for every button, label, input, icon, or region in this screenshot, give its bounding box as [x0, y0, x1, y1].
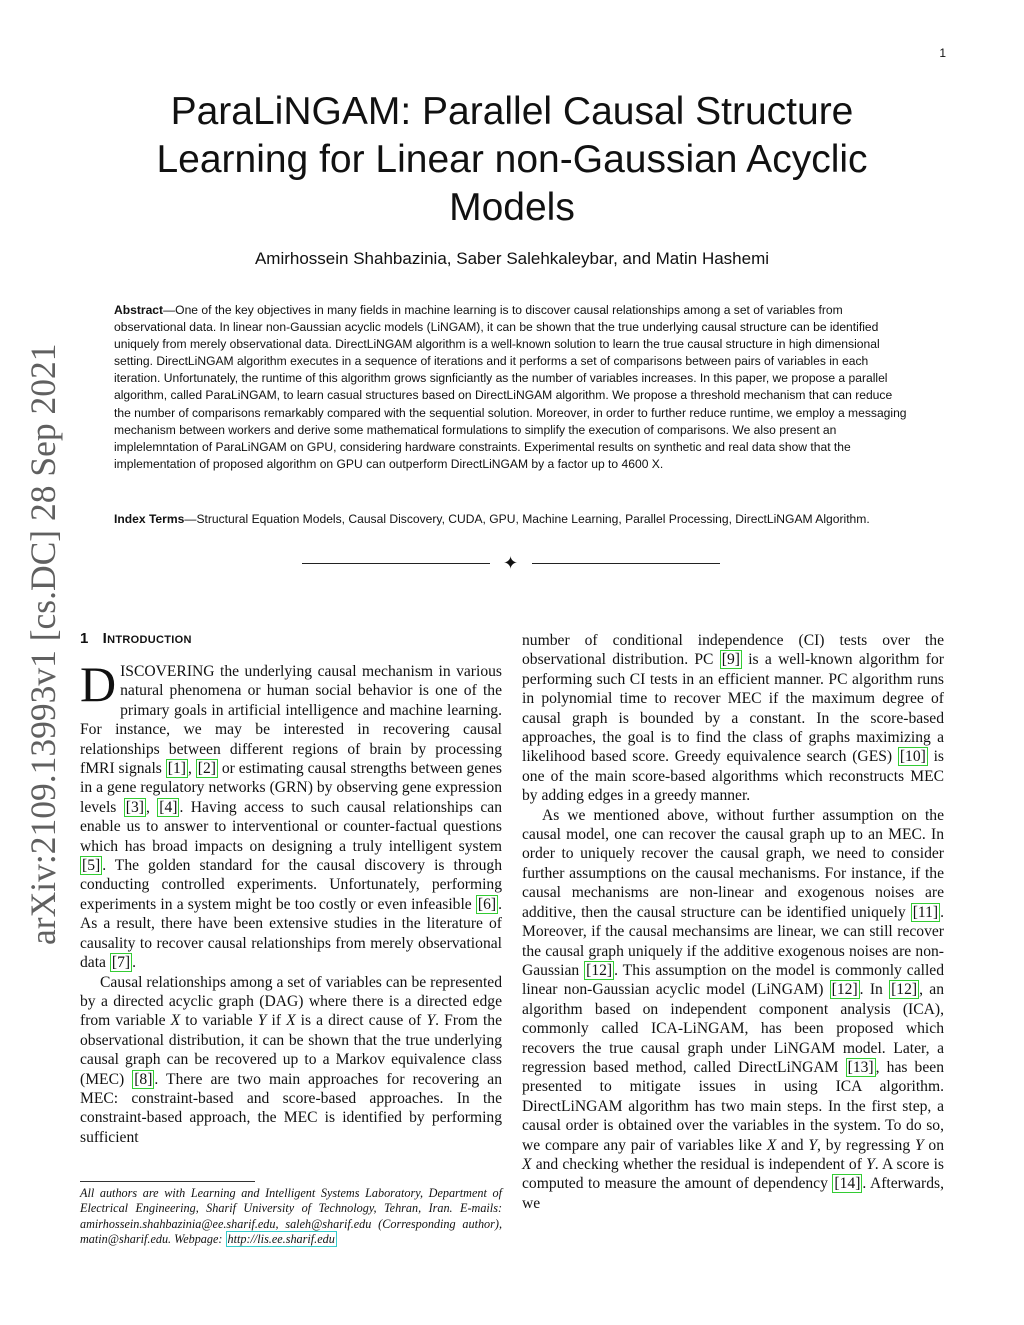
- title-line: Models: [449, 186, 575, 229]
- left-column: [80, 656, 503, 1147]
- math-variable: X: [522, 1155, 532, 1173]
- index-terms: [114, 511, 910, 528]
- citation-link[interactable]: [14]: [834, 1175, 861, 1193]
- intro-paragraph-3: number of conditional independence (CI) tests over the observational distribution. PC [9] is a well-known algorithm for performing such CI tests in an efficient manner. PC algorithm runs in polynomial time to recover MEC if the maximum degree of causal graph is bounded by a constant. In the score-based approaches, the goal is to find the class of graphs maximizing a likelihood based score. Greedy equivalence search (GES) [10] is one of the main score-based algorithms which reconstructs MEC by adding edges in a greedy manner.: [522, 632, 944, 805]
- paper-title: [112, 88, 912, 232]
- section-title: Introduction: [102, 630, 192, 647]
- math-variable: X: [170, 1012, 181, 1030]
- citation-link[interactable]: [5]: [82, 857, 101, 875]
- right-column: [522, 631, 944, 1213]
- abstract-tail: X.: [648, 456, 664, 471]
- math-variable: X: [766, 1136, 777, 1154]
- diamond-ornament-icon: ✦: [503, 553, 519, 573]
- math-variable: X: [286, 1012, 296, 1030]
- page-number: 1: [939, 46, 946, 60]
- speedup-factor: 4600: [621, 456, 649, 471]
- abstract-text: —One of the key objectives in many fields in machine learning is to discover causal relationships among a set of variables from observational data. In linear non-Gaussian acyclic models (LiNGAM), it can be shown that the true underlying causal structure can be identified uniquely from merely observational data. DirectLiNGAM algorithm is a well-known solution to learn the true causal structure in high dimensional setting. DirectLiNGAM algorithm executes in a sequence of iterations and it performs a set of comparisons between pairs of variables in each iteration. Unfortunately, the runtime of this algorithm grows signficiantly as the number of variables increases. In this paper, we propose a parallel algorithm, called ParaLiNGAM, to learn casual structures based on DirectLiNGAM algorithm. We propose a threshold mechanism that can reduce the number of comparisons remarkably compared with the sequential solution. Moreover, in order to further reduce runtime, we employ a messaging mechanism between workers and derive some mathematical formulations to simplify the execution of comparisons. We also present an implelemntation of ParaLiNGAM on GPU, considering hardware constraints. Experimental results on synthetic and real data show that the implementation of proposed algorithm on GPU can outperform DirectLiNGAM by a factor up to: [114, 303, 907, 471]
- math-variable: Y: [426, 1012, 436, 1030]
- citation-link[interactable]: [13]: [847, 1058, 874, 1076]
- divider-line-left: [302, 563, 490, 564]
- intro-paragraph-4: As we mentioned above, without further assumption on the causal model, one can recover the causal graph up to an MEC. In order to uniquely recover the causal graph, we need to consider further assumptions on the causal mechanisms. For instance, if the causal mechanisms are non-linear and exogenous noises are additive, then the causal structure can be identified uniquely [11] . Moreover, if the causal mechansims are linear, we can still recover the causal graph uniquely if the additive exogenous noises are non-Gaussian [12] . This assumption on the model is commonly called linear non-Gaussian acyclic model (LiNGAM) [12] . In [12] , an algorithm based on independent component analysis (ICA), commonly called ICA-LiNGAM, has been proposed which recovers the true causal graph under LiNGAM model. Later, a regression based method, called DirectLiNGAM [13] , has been presented to mitigate issues in using ICA algorithm. DirectLiNGAM algorithm has two main steps. In the first step, a causal order is obtained over the variables in the system. To do so, we compare any pair of variables like X and Y, by regressing Y on X and checking whether the residual is independent of Y. A score is computed to measure the amount of dependency [14] . Afterwards, we: [522, 806, 945, 1212]
- intro-paragraph-1: DISCOVERING the underlying causal mechanism in various natural phenomena or human social behavior is one of the primary goals in artificial intelligence and machine learning. For instance, we may be interested in recovering causal relationships between different regions of brain by processing fMRI signals [1] , [2] or estimating causal strengths between genes in a gene regulatory networks (GRN) by observing gene expression levels [3] , [4] . Having access to such causal relationships can enable us to answer to interventional or counter-factual questions which has broad impacts on designing a truly intelligent system [5] . The golden standard for the causal discovery is through conducting controlled experiments. Unfortunately, performing experiments in a system might be too costly or even infeasible [6] . As a result, there have been extensive studies in the literature of causality to recover causal relationships from merely observational data [7] .: [80, 656, 503, 972]
- title-line: ParaLiNGAM: Parallel Causal Structure: [170, 90, 854, 133]
- webpage-link[interactable]: http://lis.ee.sharif.edu: [227, 1232, 335, 1247]
- affiliation-footnote: [80, 1186, 502, 1248]
- divider-line-right: [532, 563, 720, 564]
- abstract-label: Abstract: [114, 303, 164, 317]
- title-line: Learning for Linear non-Gaussian Acyclic: [156, 138, 868, 181]
- arxiv-identifier-stamp: arXiv:2109.13993v1 [cs.DC] 28 Sep 2021: [23, 343, 63, 945]
- math-variable: Y: [914, 1136, 924, 1154]
- citation-link[interactable]: [12]: [891, 981, 918, 999]
- intro-paragraph-2: Causal relationships among a set of variables can be represented by a directed acyclic graph (DAG) where there is a directed edge from variable X to variable Y if X is a direct cause of Y. From the observational distribution, it can be shown that the true underlying causal graph can be recovered up to a Markov equivalence class (MEC) [8] . There are two main approaches for recovering an MEC: constraint-based and score-based approaches. In the constraint-based approach, the MEC is identified by performing sufficient: [80, 973, 502, 1146]
- math-variable: Y: [866, 1155, 875, 1173]
- author-list: Amirhossein Shahbazinia, Saber Salehkaleybar, and Matin Hashemi: [254, 249, 770, 268]
- citation-link[interactable]: [12]: [586, 961, 613, 979]
- section-divider: [302, 553, 722, 573]
- citation-link[interactable]: [2]: [197, 760, 216, 778]
- index-terms-label: Index Terms: [114, 512, 185, 526]
- footnote-text: All authors are with Learning and Intelligent Systems Laboratory, Department of Electrical Engineering, Sharif University of Technology, Tehran, Iran. E-mails: amirhossein.shahbazinia@ee.sharif.edu, saleh@sharif.edu (Corresponding author), matin@sharif.edu. Webpage:: [80, 1186, 502, 1247]
- citation-link[interactable]: [1]: [167, 760, 186, 778]
- citation-link[interactable]: [7]: [111, 954, 131, 972]
- math-variable: Y: [257, 1012, 267, 1030]
- dropcap-letter: D: [80, 656, 117, 712]
- citation-link[interactable]: [10]: [899, 748, 926, 766]
- citation-link[interactable]: [9]: [721, 651, 740, 669]
- section-number: 1: [80, 630, 89, 647]
- citation-link[interactable]: [12]: [831, 981, 858, 999]
- footnote-rule: [80, 1181, 255, 1182]
- citation-link[interactable]: [8]: [134, 1070, 153, 1088]
- index-terms-text: —Structural Equation Models, Causal Discovery, CUDA, GPU, Machine Learning, Parallel Processing, DirectLiNGAM Algorithm.: [184, 512, 870, 526]
- section-heading: [80, 630, 192, 647]
- citation-link[interactable]: [6]: [477, 895, 497, 913]
- citation-link[interactable]: [4]: [159, 798, 178, 816]
- abstract: [114, 302, 910, 473]
- math-variable: Y: [808, 1136, 818, 1154]
- citation-link[interactable]: [11]: [912, 903, 939, 921]
- dropcap-word-rest: ISCOVERING: [120, 663, 215, 680]
- citation-link[interactable]: [3]: [125, 798, 144, 816]
